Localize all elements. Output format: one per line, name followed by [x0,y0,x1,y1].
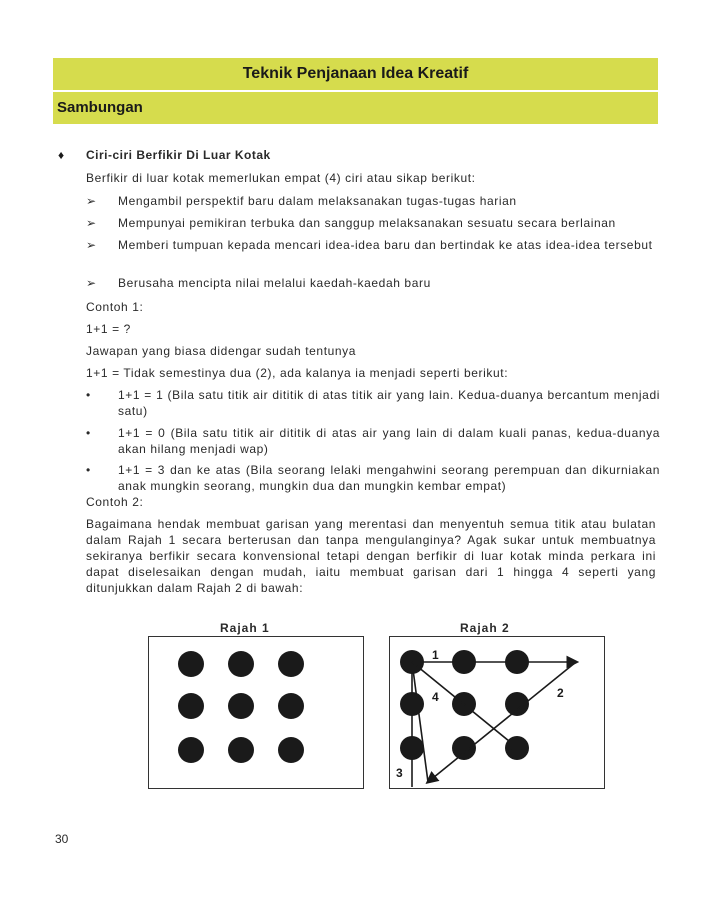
grid-dot [278,693,304,719]
diamond-bullet-icon: ♦ [58,148,65,162]
example2-label: Contoh 2: [86,495,144,509]
grid-dot [278,737,304,763]
figure1-dot-grid [149,637,363,788]
subtitle-bar [53,92,658,124]
example1-label: Contoh 1: [86,300,144,314]
grid-dot [178,737,204,763]
figure1-label: Rajah 1 [220,621,270,635]
grid-dot [228,737,254,763]
dot-bullet-icon: • [86,426,91,440]
grid-dot [228,693,254,719]
arrow-bullet-icon: ➢ [86,194,97,208]
dot-bullet-icon: • [86,463,91,477]
page-number: 30 [55,832,69,846]
line-number-label: 1 [432,648,439,662]
grid-dot [178,693,204,719]
grid-dot [452,736,476,760]
figure2-label: Rajah 2 [460,621,510,635]
dot-bullet-icon: • [86,388,91,402]
arrow-bullet-icon: ➢ [86,276,97,290]
trait-text: Memberi tumpuan kepada mencari idea-idea baru dan bertindak ke atas idea-idea tersebut [118,238,653,252]
line-segment [428,662,576,782]
arrow-bullet-icon: ➢ [86,238,97,252]
grid-dot [178,651,204,677]
trait-text: Berusaha mencipta nilai melalui kaedah-kaedah baru [118,276,431,290]
grid-dot [278,651,304,677]
line-number-label: 3 [396,766,403,780]
case-text: 1+1 = 3 dan ke atas (Bila seorang lelaki mengahwini seorang perempuan dan dikurniakan anak mungkin seorang, mungkin dua dan mungkin kembar empat) [118,463,660,493]
trait-text: Mempunyai pemikiran terbuka dan sanggup melaksanakan sesuatu secara berlainan [118,216,616,230]
figure1-box [148,636,364,789]
line-segment [412,662,428,782]
chapter-title: Teknik Penjanaan Idea Kreatif [242,65,469,82]
figure2-box [389,636,605,789]
line-number-label: 2 [557,686,564,700]
case-text: 1+1 = 0 (Bila satu titik air dititik di atas air yang lain di dalam kuali panas, kedua-duanya akan hilang menjadi wap) [118,426,660,456]
intro-text: Berfikir di luar kotak memerlukan empat (4) ciri atau sikap berikut: [86,171,476,185]
arrow-bullet-icon: ➢ [86,216,97,230]
line-number-label: 4 [432,690,439,704]
trait-text: Mengambil perspektif baru dalam melaksanakan tugas-tugas harian [118,194,517,208]
example1-statement: 1+1 = Tidak semestinya dua (2), ada kalanya ia menjadi seperti berikut: [86,366,509,380]
grid-dot [228,651,254,677]
example2-paragraph: Bagaimana hendak membuat garisan yang merentasi dan menyentuh semua titik atau bulatan dalam Rajah 1 secara berterusan dan tanpa mengulanginya? Agak sukar untuk membuatnya sekiranya berfikir secara konvensional tetapi dengan berfikir di luar kotak minda perkara ini dapat diselesaikan dengan mudah, iaitu membuat garisan dari 1 hingga 4 seperti yang ditunjukkan dalam Rajah 2 di bawah: [86,517,656,595]
section-heading: Ciri-ciri Berfikir Di Luar Kotak [86,148,271,162]
case-text: 1+1 = 1 (Bila satu titik air dititik di atas titik air yang lain. Kedua-duanya bercantum menjadi satu) [118,388,660,418]
figure2-solution-diagram [390,637,604,788]
example1-usual-answer: Jawapan yang biasa didengar sudah tentunya [86,344,357,358]
subtitle: Sambungan [57,99,143,116]
chapter-title-bar [53,58,658,92]
example1-question: 1+1 = ? [86,322,131,336]
